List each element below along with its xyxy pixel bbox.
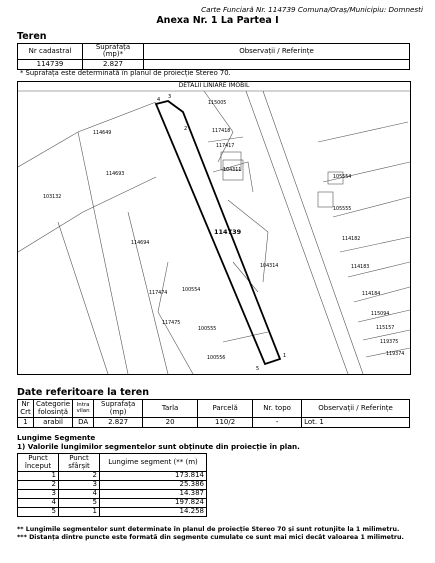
table-row: 2 3 25.386 [18,481,207,490]
col-tarla: Tarla [143,400,198,418]
svg-text:104314: 104314 [260,264,279,269]
col-intravilan: Intra vilan [73,400,94,418]
svg-text:114182: 114182 [342,237,361,242]
svg-text:117475: 117475 [162,321,181,326]
col-obs: Observații / Referințe [302,400,410,418]
observatii-value [144,59,410,69]
svg-text:1: 1 [283,353,287,359]
svg-text:119375: 119375 [380,340,399,345]
svg-text:114184: 114184 [362,292,381,297]
svg-text:117417: 117417 [216,144,235,149]
svg-text:2: 2 [184,126,188,132]
col-cadastral: Nr cadastral [18,44,83,60]
annex-title: Anexa Nr. 1 La Partea I [156,15,279,26]
teren-table [17,43,410,70]
svg-text:119374: 119374 [386,352,405,357]
svg-text:115157: 115157 [376,326,395,331]
lungime-table [17,453,207,517]
svg-text:104311: 104311 [223,168,242,173]
svg-text:105555: 105555 [333,207,352,212]
col-suprafata-mp: Suprafața (mp) [94,400,143,418]
col-parcela: Parcelă [198,400,253,418]
svg-text:114694: 114694 [131,241,150,246]
col-suprafata: Suprafața (mp)* [83,44,144,60]
date-teren-title: Date referitoare la teren [17,387,149,398]
svg-text:100555: 100555 [198,327,217,332]
col-lungime: Lungime segment (** (m) [100,454,207,472]
svg-text:114649: 114649 [93,131,112,136]
cadastral-value: 114739 [18,59,83,69]
svg-text:103132: 103132 [43,195,62,200]
svg-text:115005: 115005 [208,101,227,106]
land-book-line: Carte Funciară Nr. 114739 Comuna/Oraș/Municipiu: Domnesti [201,5,423,14]
teren-footnote: * Suprafața este determinată în planul de proiecție Stereo 70. [20,69,231,77]
date-teren-table [17,399,410,428]
svg-text:115094: 115094 [371,312,390,317]
svg-text:105554: 105554 [333,175,352,180]
table-row: 5 1 14.258 [18,508,207,517]
suprafata-value: 2.827 [83,59,144,69]
svg-text:117474: 117474 [149,291,168,296]
svg-text:3: 3 [168,94,172,100]
col-nr-crt: Nr Crt [18,400,34,418]
col-categorie: Categorie folosință [34,400,73,418]
teren-title: Teren [17,31,47,42]
table-row: 1 arabil DA 2.827 20 110/2 - Lot. 1 [18,418,410,428]
col-nr-topo: Nr. topo [253,400,302,418]
lungime-note-1: ** Lungimile segmentelor sunt determinate în planul de proiecție Stereo 70 și sunt rotunjite la 1 milimetru. [17,526,400,533]
svg-text:4: 4 [157,97,161,103]
map-drawing [18,82,410,374]
svg-text:114693: 114693 [106,172,125,177]
svg-text:100556: 100556 [207,356,226,361]
col-observatii: Observații / Referințe [144,44,410,60]
lungime-note-2: *** Distanța dintre puncte este formată din segmente cumulate ce sunt mai mici decât valoarea 1 milimetru. [17,534,404,541]
main-parcel-label: 114739 [214,228,242,236]
lungime-subtitle: 1) Valorile lungimilor segmentelor sunt obținute din proiecție în plan. [17,442,300,451]
svg-text:117418: 117418 [212,129,231,134]
svg-text:100554: 100554 [182,288,201,293]
table-row: 3 4 14.387 [18,490,207,499]
svg-text:114183: 114183 [351,265,370,270]
col-punct-inceput: Punct început [18,454,59,472]
table-row: 4 5 197.824 [18,499,207,508]
lungime-title: Lungime Segmente [17,433,96,442]
col-punct-sfarsit: Punct sfârșit [59,454,100,472]
map-title: DETALII LINIARE IMOBIL [178,82,250,89]
table-row: 1 2 173.814 [18,472,207,481]
parcel-map [17,81,411,375]
svg-text:5: 5 [256,366,260,372]
